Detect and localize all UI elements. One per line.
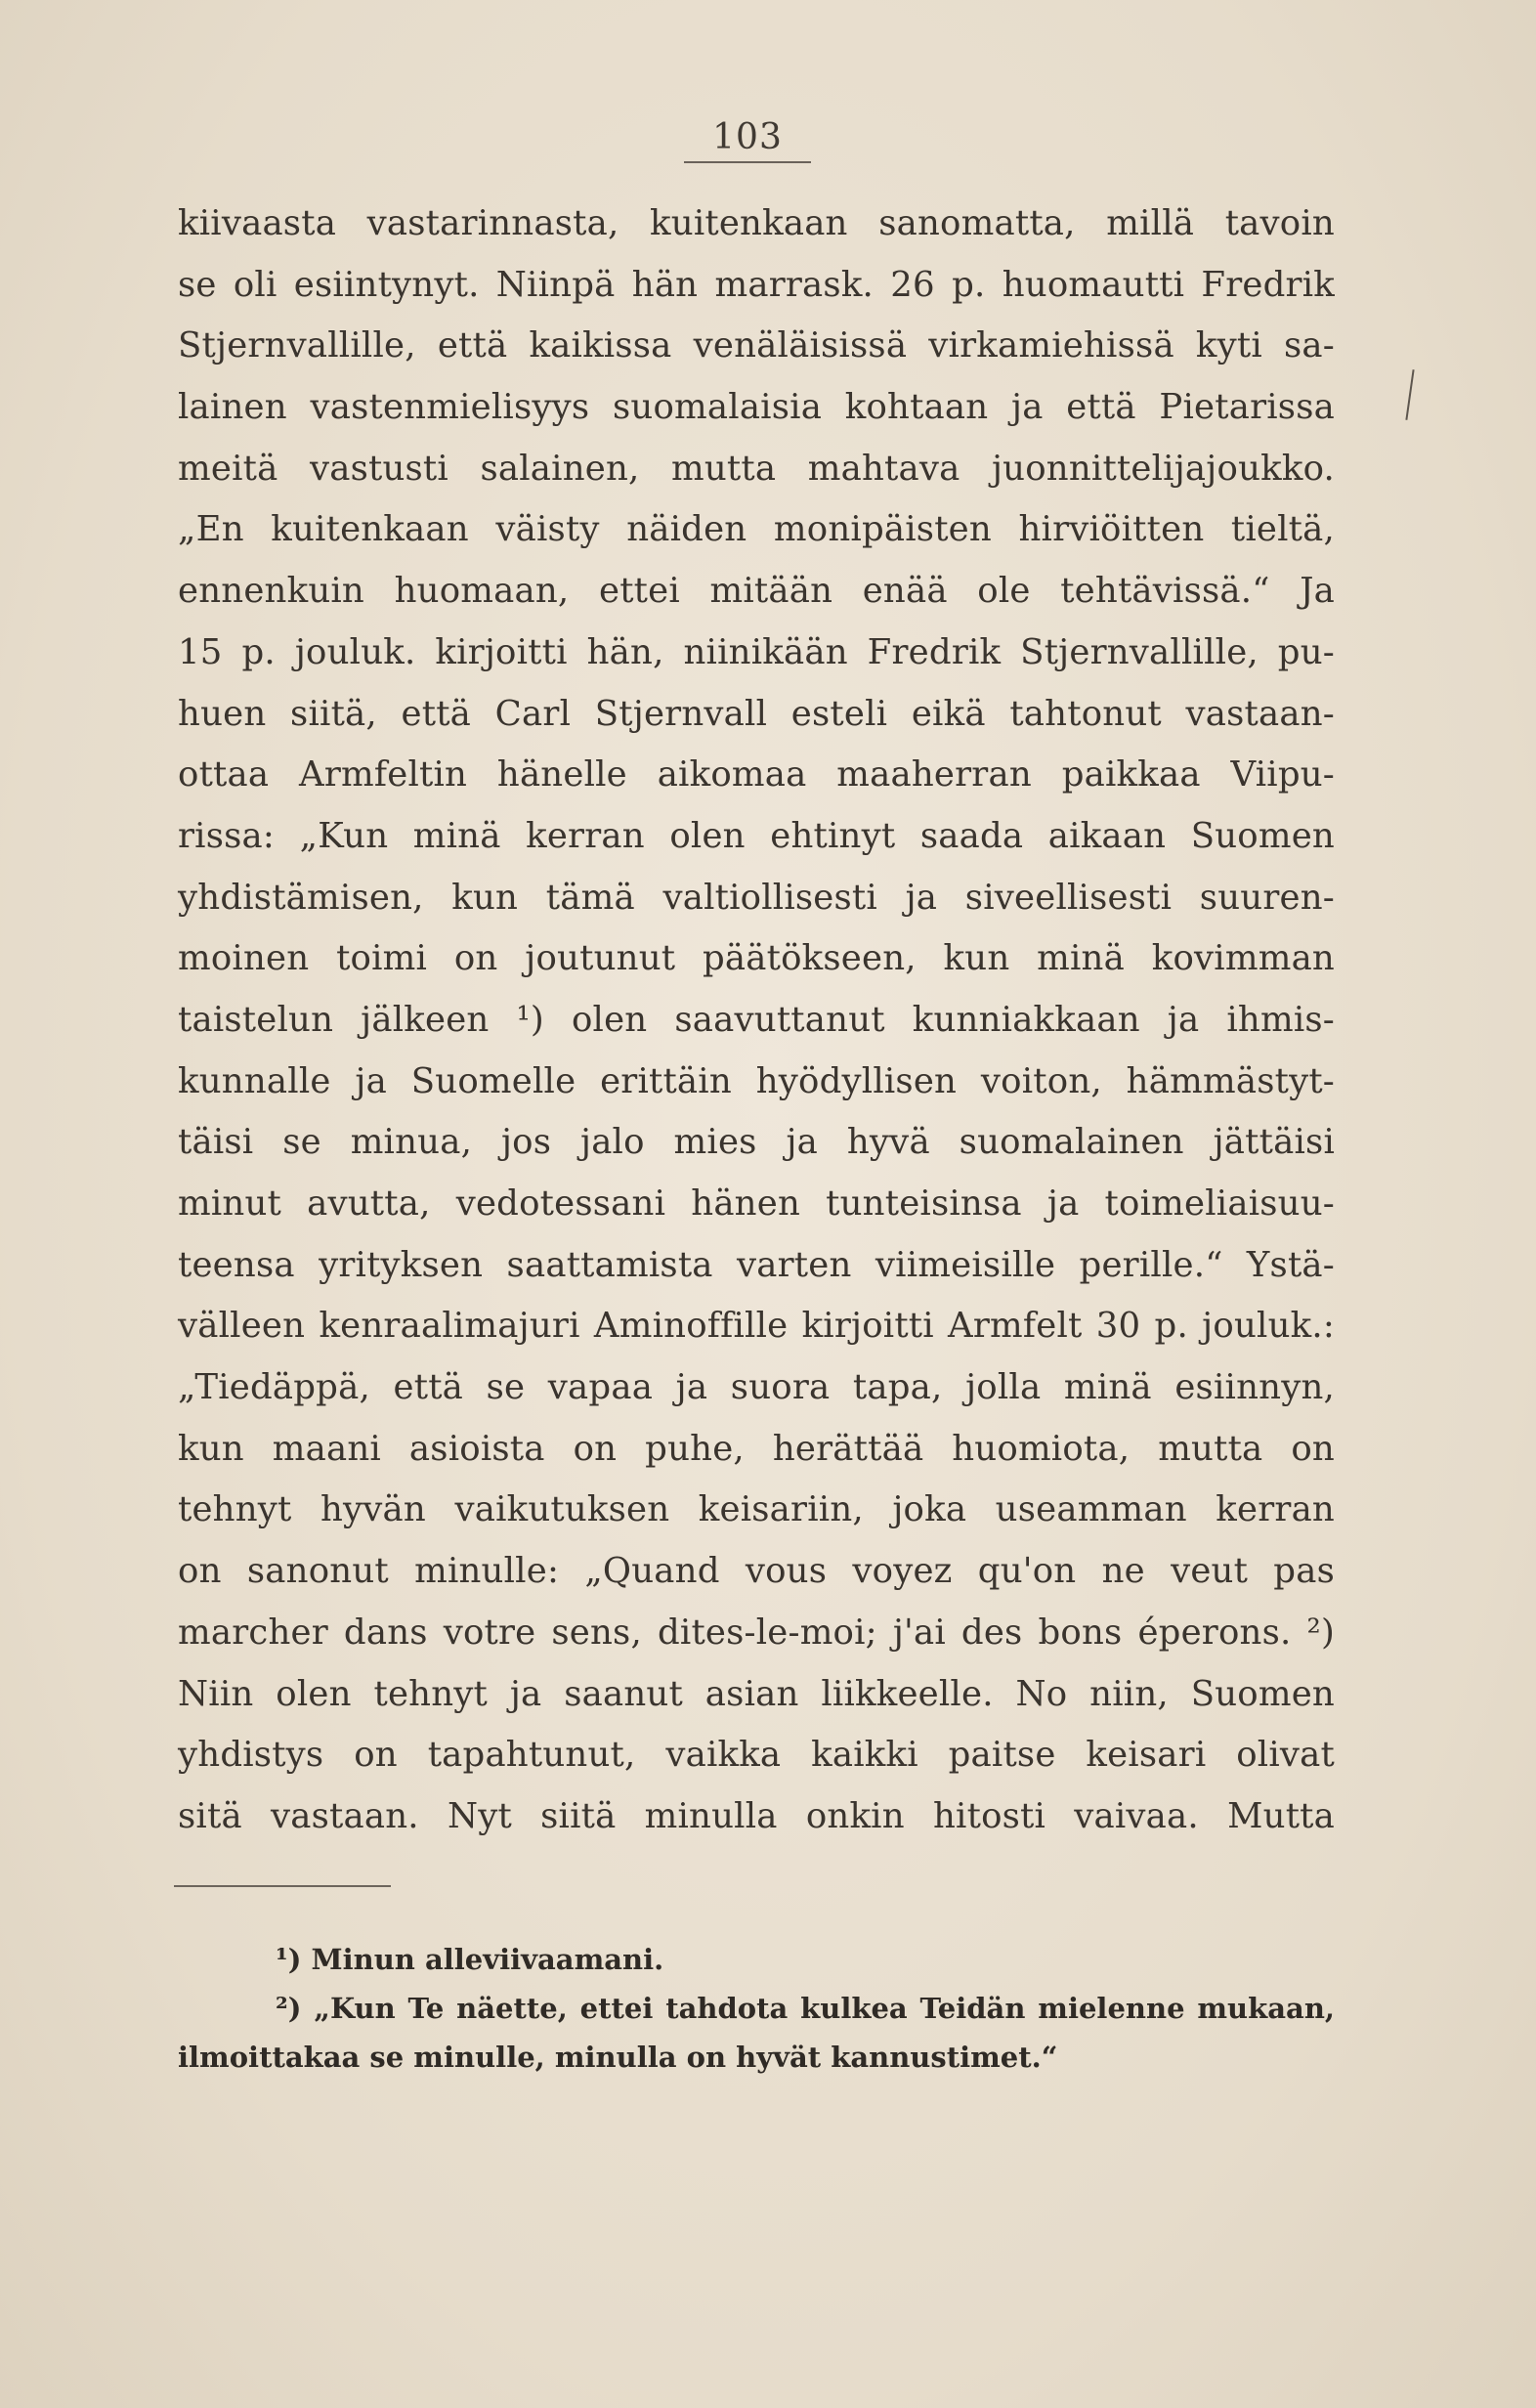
text-line: lainen vastenmielisyys suomalaisia kohtaan ja että Pietarissa [178, 387, 1335, 428]
text-line: Stjernvallille, että kaikissa venäläisissä virkamiehissä kyti sa- [178, 325, 1335, 366]
text-line: meitä vastusti salainen, mutta mahtava juonnittelijajoukko. [178, 448, 1335, 489]
text-line: teensa yrityksen saattamista varten viimeisille perille.“ Ystä- [178, 1244, 1335, 1285]
footnote-divider [174, 1885, 391, 1887]
footnote-2-continued: ilmoittakaa se minulle, minulla on hyvät kannustimet.“ [178, 2041, 1058, 2074]
footnote-2: ²) „Kun Te näette, ettei tahdota kulkea Teidän mielenne mukaan, [276, 1992, 1335, 2025]
text-line: minut avutta, vedotessani hänen tunteisinsa ja toimeliaisuu- [178, 1183, 1335, 1224]
footnote-1: ¹) Minun alleviivaamani. [276, 1943, 664, 1976]
body-text [178, 194, 1335, 1848]
page-number: 103 [684, 117, 811, 163]
text-line: huen siitä, että Carl Stjernvall esteli eikä tahtonut vastaan- [178, 693, 1335, 734]
text-line: täisi se minua, jos jalo mies ja hyvä suomalainen jättäisi [178, 1122, 1335, 1163]
text-line: sitä vastaan. Nyt siitä minulla onkin hitosti vaivaa. Mutta [178, 1795, 1335, 1836]
text-line: ottaa Armfeltin hänelle aikomaa maaherran paikkaa Viipu- [178, 754, 1335, 796]
footnotes [178, 1935, 1335, 2082]
text-line: välleen kenraalimajuri Aminoffille kirjoitti Armfelt 30 p. jouluk.: [178, 1306, 1335, 1347]
text-line: se oli esiintynyt. Niinpä hän marrask. 26 p. huomautti Fredrik [178, 264, 1335, 305]
text-line: rissa: „Kun minä kerran olen ehtinyt saada aikaan Suomen [178, 815, 1335, 856]
text-line: yhdistys on tapahtunut, vaikka kaikki paitse keisari olivat [178, 1735, 1335, 1776]
text-line: marcher dans votre sens, dites-le-moi; j'ai des bons éperons. ²) [178, 1612, 1335, 1653]
text-line: kun maani asioista on puhe, herättää huomiota, mutta on [178, 1428, 1335, 1469]
text-line: taistelun jälkeen ¹) olen saavuttanut kunniakkaan ja ihmis- [178, 999, 1335, 1040]
text-line: kunnalle ja Suomelle erittäin hyödyllisen voiton, hämmästyt- [178, 1060, 1335, 1101]
text-line: moinen toimi on joutunut päätökseen, kun minä kovimman [178, 938, 1335, 979]
text-line: ennenkuin huomaan, ettei mitään enää ole tehtävissä.“ Ja [178, 571, 1335, 612]
text-line: kiivaasta vastarinnasta, kuitenkaan sanomatta, millä tavoin [178, 203, 1335, 243]
text-line: 15 p. jouluk. kirjoitti hän, niinikään Fredrik Stjernvallille, pu- [178, 631, 1335, 672]
text-line: tehnyt hyvän vaikutuksen keisariin, joka useamman kerran [178, 1489, 1335, 1530]
text-line: „En kuitenkaan väisty näiden monipäisten hirviöitten tieltä, [178, 509, 1335, 550]
text-line: Niin olen tehnyt ja saanut asian liikkeelle. No niin, Suomen [178, 1673, 1335, 1714]
text-line: on sanonut minulle: „Quand vous voyez qu'on ne veut pas [178, 1551, 1335, 1592]
text-line: „Tiedäppä, että se vapaa ja suora tapa, jolla minä esiinnyn, [178, 1367, 1335, 1408]
text-line: yhdistämisen, kun tämä valtiollisesti ja siveellisesti suuren- [178, 877, 1335, 918]
margin-mark [1405, 369, 1414, 420]
